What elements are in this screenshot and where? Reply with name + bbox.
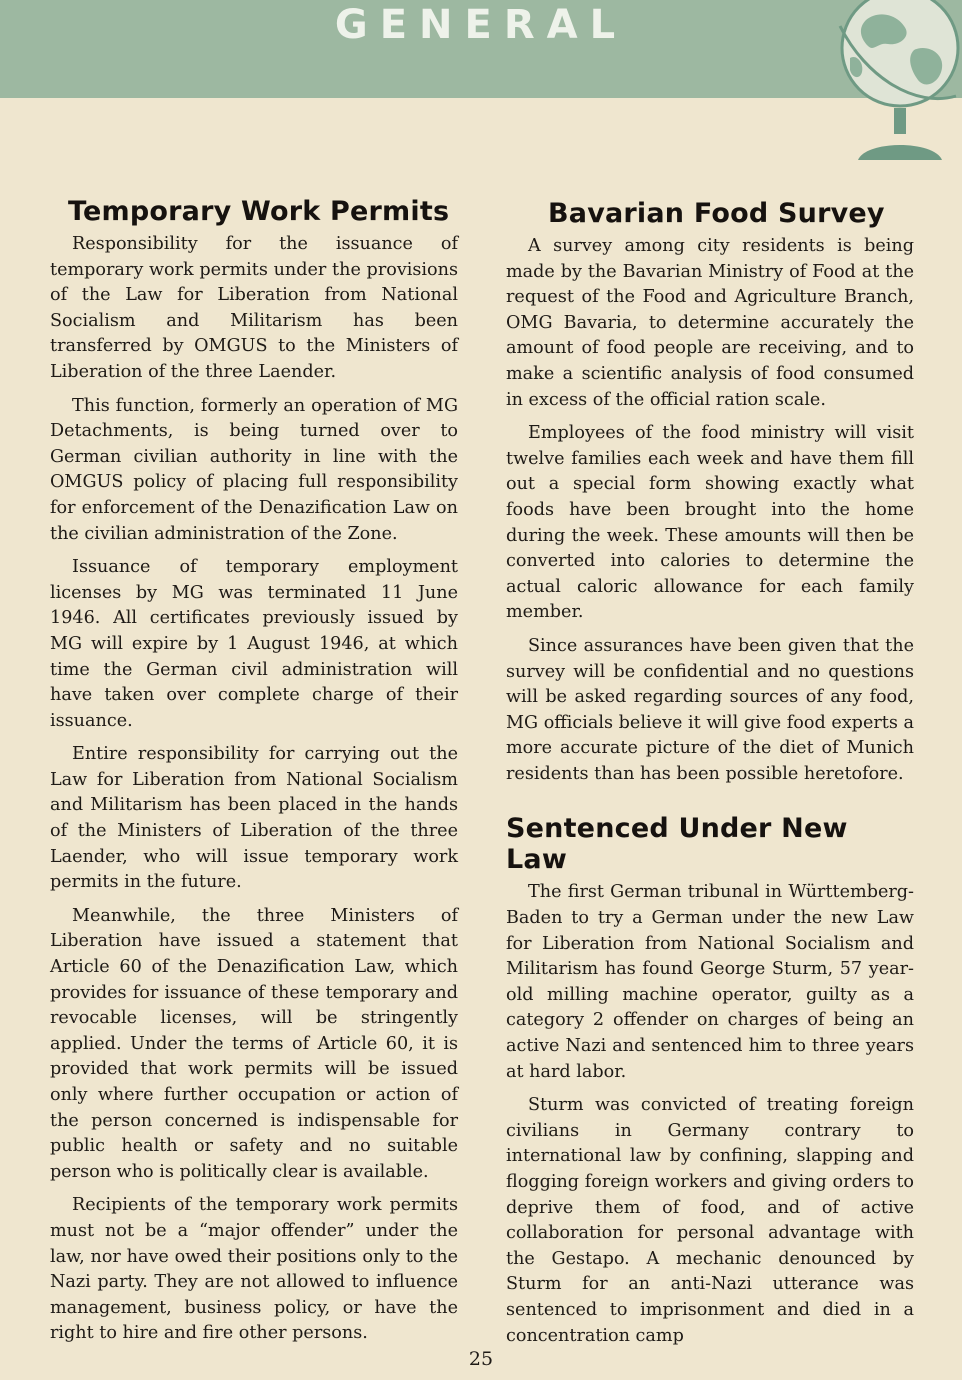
article-paragraph: Entire responsibility for carrying out the Law for Liberation from National Socialism and Militarism has been placed in the hands of the Ministers of Liberation of the three Laender, who will issue temporary work permits in the future. xyxy=(50,744,458,893)
left-column xyxy=(50,196,458,1355)
article-paragraph: Issuance of temporary employment licenses by MG was terminated 11 June 1946. All certificates previously issued by MG will expire by 1 August 1946, at which time the German civil administration will have taken over complete charge of their issuance. xyxy=(50,557,458,731)
section-title: GENERAL xyxy=(334,2,628,48)
article-paragraph: A survey among city residents is being made by the Bavarian Ministry of Food at the request of the Food and Agriculture Branch, OMG Bavaria, to determine accurately the amount of food people are receiving, and to make a scientific analysis of food consumed in excess of the official ration scale. xyxy=(506,236,914,410)
article-paragraph: Meanwhile, the three Ministers of Liberation have issued a statement that Article 60 of the Denazification Law, which provides for issuance of these temporary and revocable licenses, will be stringently applied. Under the terms of Article 60, it is provided that work permits will be issued only where further occupation or action of the person concerned is indispensable for public health or safety and no suitable person who is politically clear is available. xyxy=(50,905,458,1182)
right-column xyxy=(506,198,914,1357)
article-paragraph: Responsibility for the issuance of temporary work permits under the provisions of the Law for Liberation from National Socialism and Militarism has been transferred by OMGUS to the Ministers of Liberation of the three Laender. xyxy=(50,234,458,382)
article-paragraph: The first German tribunal in Württemberg-Baden to try a German under the new Law for Liberation from National Socialism and Militarism has found George Sturm, 57 year-old milling machine operator, guilty as a category 2 offender on charges of being an active Nazi and sentenced him to three years at hard labor. xyxy=(506,882,914,1082)
article-paragraph: Employees of the food ministry will visit twelve families each week and have them fill out a special form showing exactly what foods have been brought into the home during the week. These amounts will then be converted into calories to determine the actual caloric allowance for each family member. xyxy=(506,423,914,623)
article-title-sentenced: Sentenced Under New Law xyxy=(506,813,848,876)
article-paragraph: This function, formerly an operation of MG Detachments, is being turned over to German civilian authority in line with the OMGUS policy of placing full responsibility for enforcement of the Denazification Law on the civilian administration of the Zone. xyxy=(50,395,458,544)
article-paragraph: Sturm was convicted of treating foreign civilians in Germany contrary to international law by confining, slapping and flogging foreign workers and giving orders to deprive them of food, and of active collaboration for personal advantage with the Gestapo. A mechanic denounced by Sturm for an anti-Nazi utterance was sentenced to imprisonment and died in a concentration camp xyxy=(506,1095,914,1346)
article-paragraph: Since assurances have been given that the survey will be confidential and no questions will be asked regarding sources of any food, MG officials believe it will give food experts a more accurate picture of the diet of Munich residents than has been possible heretofore. xyxy=(506,635,914,784)
article-title-work-permits: Temporary Work Permits xyxy=(68,196,450,227)
article-title-food-survey: Bavarian Food Survey xyxy=(548,198,885,229)
article-paragraph: Recipients of the temporary work permits must not be a “major offender” under the law, nor have owed their positions only to the Nazi party. They are not allowed to influence management, business policy, or have the right to hire and fire other persons. xyxy=(50,1195,458,1344)
page-number: 25 xyxy=(468,1348,494,1370)
globe-icon xyxy=(826,0,962,165)
